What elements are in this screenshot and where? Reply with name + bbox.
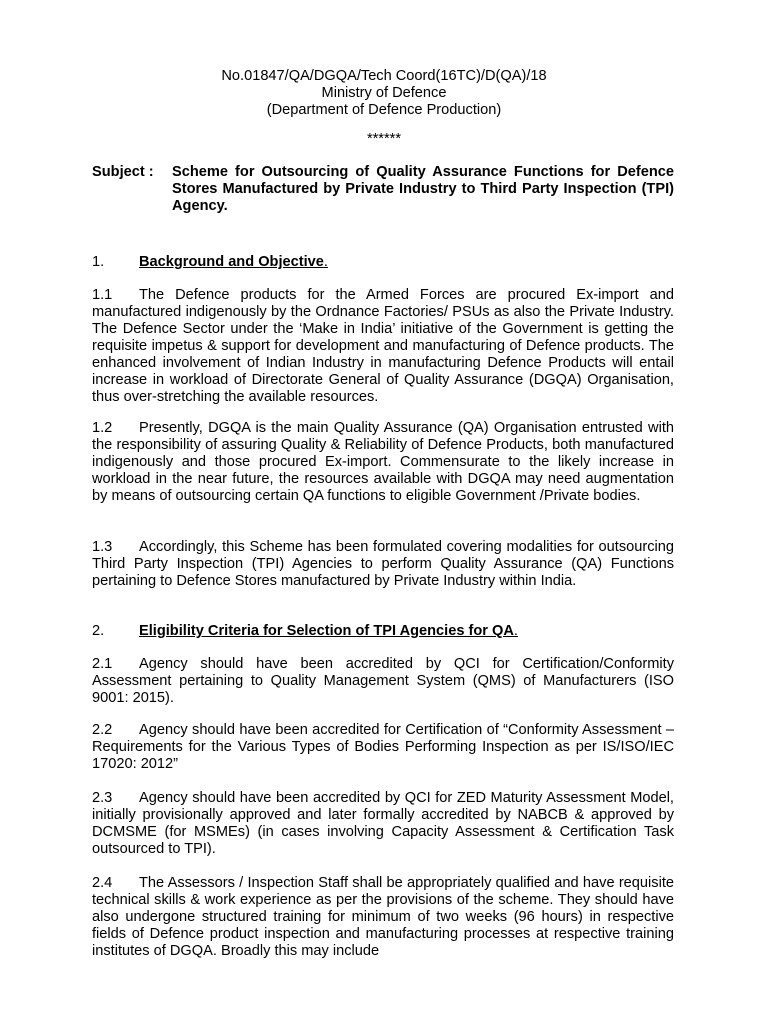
paragraph bbox=[92, 656, 674, 707]
separator-asterisks: ****** bbox=[366, 131, 402, 147]
paragraph-number: 1.1 bbox=[92, 287, 113, 303]
section-number: 1. bbox=[92, 254, 105, 270]
paragraph-text: Agency should have been accredited by QCI for Certification/Conformity Assessment pertaining to Quality Management System (QMS) of Manufacturers (ISO 9001: 2015). bbox=[92, 656, 674, 706]
paragraph bbox=[92, 875, 674, 960]
paragraph-text: Presently, DGQA is the main Quality Assurance (QA) Organisation entrusted with the responsibility of assuring Quality & Reliability of Defence Products, both manufactured indigenously and those procured Ex-import. Commensurate to the likely increase in workload in the near future, the resources available with DGQA may need augmentation by means of outsourcing certain QA functions to eligible Government /Private bodies. bbox=[92, 420, 674, 504]
ministry-name: Ministry of Defence bbox=[321, 85, 447, 101]
paragraph-text: The Assessors / Inspection Staff shall be appropriately qualified and have requisite technical skills & work experience as per the provisions of the scheme. They should have also undergone structured training for minimum of two weeks (96 hours) in respective fields of Defence product inspection and manufacturing processes at respective training institutes of DGQA. Broadly this may include bbox=[92, 875, 674, 959]
paragraph-number: 1.3 bbox=[92, 539, 113, 555]
paragraph-text: Agency should have been accredited by QCI for ZED Maturity Assessment Model, initially provisionally approved and later formally accredited by NABCB & approved by DCMSME (for MSMEs) (in cases involving Capacity Assessment & Certification Task outsourced to TPI). bbox=[92, 790, 674, 857]
subject-label: Subject : bbox=[92, 164, 154, 180]
paragraph-text: Agency should have been accredited for Certification of “Conformity Assessment – Requirements for the Various Types of Bodies Performing Inspection as per IS/ISO/IEC 17020: 2012” bbox=[92, 722, 674, 772]
department-name: (Department of Defence Production) bbox=[266, 102, 502, 118]
paragraph bbox=[92, 539, 674, 590]
reference-number: No.01847/QA/DGQA/Tech Coord(16TC)/D(QA)/18 bbox=[221, 68, 547, 84]
section-number: 2. bbox=[92, 623, 105, 639]
paragraph-text: The Defence products for the Armed Forces are procured Ex-import and manufactured indigenously by the Ordnance Factories/ PSUs as also the Private Industry. The Defence Sector under the ‘Make in India’ initiative of the Government is getting the requisite impetus & support for development and manufacturing of Defence products. The enhanced involvement of Indian Industry in manufacturing Defence Products will entail increase in workload of Directorate General of Quality Assurance (DGQA) Organisation, thus over-stretching the available resources. bbox=[92, 287, 674, 405]
paragraph-text: Accordingly, this Scheme has been formulated covering modalities for outsourcing Third Party Inspection (TPI) Agencies to perform Quality Assurance (QA) Functions pertaining to Defence Stores manufactured by Private Industry within India. bbox=[92, 539, 674, 589]
paragraph-number: 2.2 bbox=[92, 722, 113, 738]
section-title: Eligibility Criteria for Selection of TPI Agencies for QA. bbox=[139, 623, 518, 639]
paragraph-number: 1.2 bbox=[92, 420, 113, 436]
paragraph-number: 2.4 bbox=[92, 875, 113, 891]
paragraph bbox=[92, 722, 674, 773]
paragraph bbox=[92, 287, 674, 406]
paragraph bbox=[92, 420, 674, 505]
subject-text: Scheme for Outsourcing of Quality Assurance Functions for Defence Stores Manufactured by Private Industry to Third Party Inspection (TPI) Agency. bbox=[172, 164, 674, 214]
paragraph bbox=[92, 790, 674, 858]
paragraph-number: 2.3 bbox=[92, 790, 113, 806]
section-title: Background and Objective. bbox=[139, 254, 328, 270]
paragraph-number: 2.1 bbox=[92, 656, 113, 672]
